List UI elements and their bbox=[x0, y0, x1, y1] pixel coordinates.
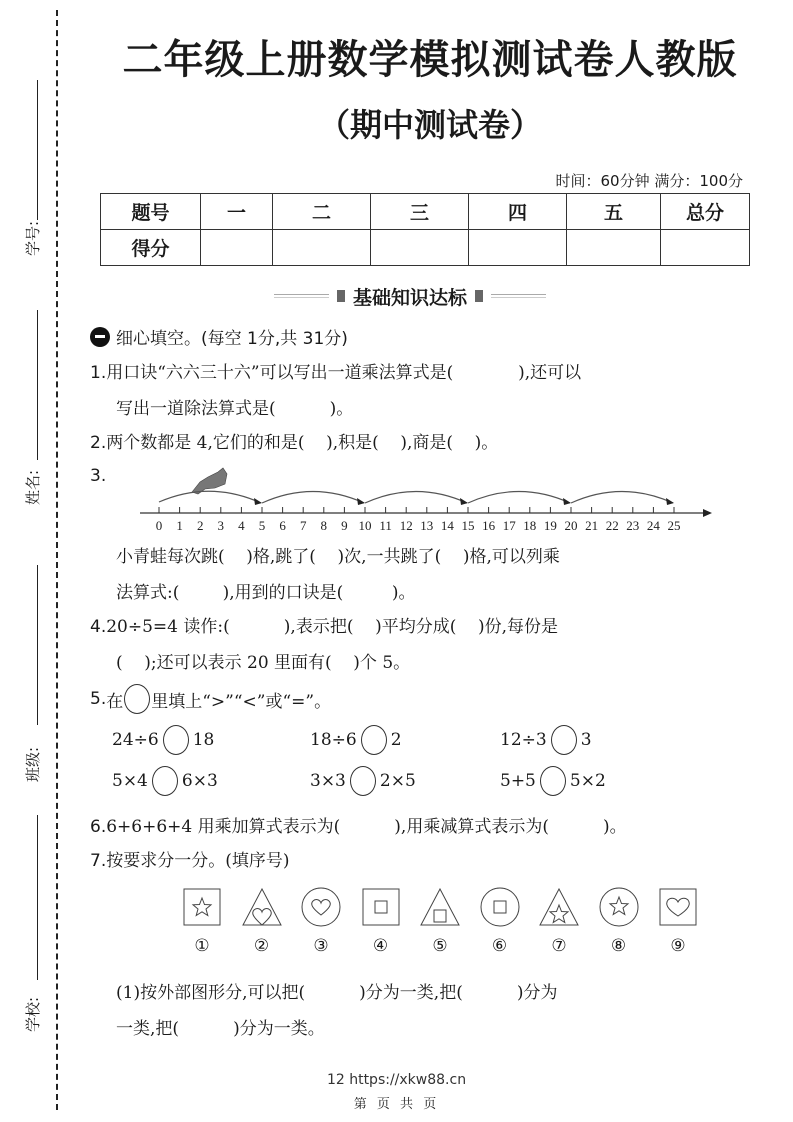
footer-page-count: 第 页 共 页 bbox=[353, 1097, 440, 1112]
shape-item-2: ② bbox=[240, 886, 284, 956]
table-cell: 总分 bbox=[661, 194, 750, 230]
name-rule bbox=[37, 310, 38, 460]
svg-text:2: 2 bbox=[196, 518, 204, 533]
triangle-heart-icon bbox=[241, 886, 283, 928]
score-input-cell[interactable] bbox=[201, 230, 273, 266]
svg-text:18: 18 bbox=[523, 518, 537, 533]
svg-text:10: 10 bbox=[358, 518, 372, 533]
class-label: 班级: bbox=[24, 746, 42, 782]
svg-text:23: 23 bbox=[626, 518, 640, 533]
comparison-item: 24÷6 18 bbox=[112, 725, 214, 755]
jump-arcs bbox=[159, 491, 673, 503]
svg-text:7: 7 bbox=[299, 518, 307, 533]
shape-item-7: ⑦ bbox=[537, 886, 581, 956]
q5-line1: 5. 在 里填上“>”“<”或“=”。 bbox=[90, 684, 331, 714]
q4-line1: 4.20÷5=4 读作:( ),表示把( )平均分成( )份,每份是 bbox=[90, 617, 558, 637]
svg-text:8: 8 bbox=[320, 518, 328, 533]
svg-text:3: 3 bbox=[217, 518, 225, 533]
class-rule bbox=[37, 565, 38, 725]
square-heart-icon bbox=[657, 886, 699, 928]
svg-text:0: 0 bbox=[155, 518, 163, 533]
answer-circle[interactable] bbox=[350, 766, 376, 796]
q1-line1: 1.用口诀“六六三十六”可以写出一道乘法算式是( ),还可以 bbox=[90, 363, 582, 383]
score-input-cell[interactable] bbox=[371, 230, 469, 266]
svg-text:13: 13 bbox=[420, 518, 434, 533]
svg-text:12: 12 bbox=[399, 518, 413, 533]
answer-circle[interactable] bbox=[361, 725, 387, 755]
page-subtitle: （期中测试卷） bbox=[317, 106, 542, 144]
q7-line1: 7.按要求分一分。(填序号) bbox=[90, 851, 290, 871]
shape-set bbox=[180, 886, 700, 956]
svg-text:5: 5 bbox=[258, 518, 266, 533]
q3-line1: 小青蛙每次跳( )格,跳了( )次,一共跳了( )格,可以列乘 bbox=[116, 547, 560, 567]
circle-square-icon bbox=[479, 886, 521, 928]
section-heading bbox=[90, 324, 348, 349]
banner-dash-right bbox=[491, 294, 546, 298]
shape-item-3: ③ bbox=[299, 886, 343, 956]
frog-number-line-diagram bbox=[130, 462, 720, 537]
svg-text:14: 14 bbox=[440, 518, 454, 533]
frog-icon bbox=[192, 468, 227, 494]
q1-line2: 写出一道除法算式是( )。 bbox=[116, 399, 354, 419]
shape-item-9: ⑨ bbox=[656, 886, 700, 956]
svg-text:20: 20 bbox=[564, 518, 578, 533]
exam-meta: 时间：60分钟 满分：100分 bbox=[555, 172, 743, 190]
q7-sub1-line1: (1)按外部图形分,可以把( )分为一类,把( )分为 bbox=[116, 983, 558, 1003]
svg-text:21: 21 bbox=[585, 518, 599, 533]
circle-heart-icon bbox=[300, 886, 342, 928]
student-id-label: 学号: bbox=[24, 220, 42, 256]
shape-item-8: ⑧ bbox=[597, 886, 641, 956]
name-label: 姓名: bbox=[24, 469, 42, 505]
comparison-item: 12÷3 3 bbox=[500, 725, 592, 755]
banner-label: 基础知识达标 bbox=[352, 286, 467, 309]
section-banner bbox=[265, 282, 555, 310]
tick-labels bbox=[156, 518, 681, 533]
banner-dash-left bbox=[274, 294, 329, 298]
svg-text:6: 6 bbox=[279, 518, 286, 533]
comparison-item: 18÷6 2 bbox=[310, 725, 402, 755]
svg-text:19: 19 bbox=[543, 518, 557, 533]
binding-dashed-line bbox=[56, 10, 58, 1110]
table-cell: 五 bbox=[567, 194, 661, 230]
score-table-header-row bbox=[101, 194, 750, 230]
q2-line1: 2.两个数都是 4,它们的和是( ),积是( ),商是( )。 bbox=[90, 433, 499, 453]
score-input-cell[interactable] bbox=[469, 230, 567, 266]
q7-sub1-line2: 一类,把( )分为一类。 bbox=[116, 1019, 325, 1039]
answer-circle[interactable] bbox=[551, 725, 577, 755]
comparison-item: 5×4 6×3 bbox=[112, 766, 218, 796]
square-square-icon bbox=[360, 886, 402, 928]
student-id-rule bbox=[37, 80, 38, 220]
square-star-icon bbox=[181, 886, 223, 928]
q3-line2: 法算式:( ),用到的口诀是( )。 bbox=[116, 583, 416, 603]
svg-text:25: 25 bbox=[667, 518, 681, 533]
comparison-item: 5+5 5×2 bbox=[500, 766, 606, 796]
table-cell: 三 bbox=[371, 194, 469, 230]
svg-text:4: 4 bbox=[238, 518, 245, 533]
svg-text:22: 22 bbox=[605, 518, 619, 533]
score-input-cell[interactable] bbox=[661, 230, 750, 266]
table-cell: 得分 bbox=[101, 230, 201, 266]
table-cell: 二 bbox=[273, 194, 371, 230]
table-cell: 题号 bbox=[101, 194, 201, 230]
svg-text:15: 15 bbox=[461, 518, 475, 533]
svg-text:9: 9 bbox=[341, 518, 348, 533]
table-cell: 一 bbox=[201, 194, 273, 230]
shape-item-5: ⑤ bbox=[418, 886, 462, 956]
footer-url: 12 https://xkw88.cn bbox=[326, 1072, 467, 1088]
q3-number: 3. bbox=[90, 466, 107, 486]
shape-item-6: ⑥ bbox=[478, 886, 522, 956]
comparison-item: 3×3 2×5 bbox=[310, 766, 416, 796]
triangle-star-icon bbox=[538, 886, 580, 928]
svg-text:17: 17 bbox=[502, 518, 516, 533]
shape-item-1: ① bbox=[180, 886, 224, 956]
circle-star-icon bbox=[598, 886, 640, 928]
answer-circle[interactable] bbox=[152, 766, 178, 796]
q6-line1: 6.6+6+6+4 用乘加算式表示为( ),用乘减算式表示为( )。 bbox=[90, 817, 627, 837]
svg-text:1: 1 bbox=[176, 518, 183, 533]
score-table-score-row bbox=[101, 230, 750, 266]
section-number-one-icon bbox=[90, 327, 110, 347]
svg-text:11: 11 bbox=[379, 518, 392, 533]
banner-block-icon bbox=[337, 290, 345, 302]
comparison-circle-icon bbox=[124, 684, 150, 714]
banner-block-icon bbox=[475, 290, 483, 302]
score-input-cell[interactable] bbox=[273, 230, 371, 266]
page-title: 二年级上册数学模拟测试卷人教版 bbox=[122, 37, 738, 83]
school-label: 学校: bbox=[24, 996, 42, 1032]
score-table bbox=[100, 193, 750, 266]
section-heading-text: 细心填空。(每空 1分,共 31分) bbox=[116, 329, 348, 349]
q4-line2: ( );还可以表示 20 里面有( )个 5。 bbox=[116, 653, 411, 673]
answer-circle[interactable] bbox=[163, 725, 189, 755]
score-input-cell[interactable] bbox=[567, 230, 661, 266]
svg-text:16: 16 bbox=[482, 518, 496, 533]
table-cell: 四 bbox=[469, 194, 567, 230]
triangle-square-icon bbox=[419, 886, 461, 928]
svg-text:24: 24 bbox=[646, 518, 660, 533]
school-rule bbox=[37, 815, 38, 980]
shape-item-4: ④ bbox=[359, 886, 403, 956]
answer-circle[interactable] bbox=[540, 766, 566, 796]
